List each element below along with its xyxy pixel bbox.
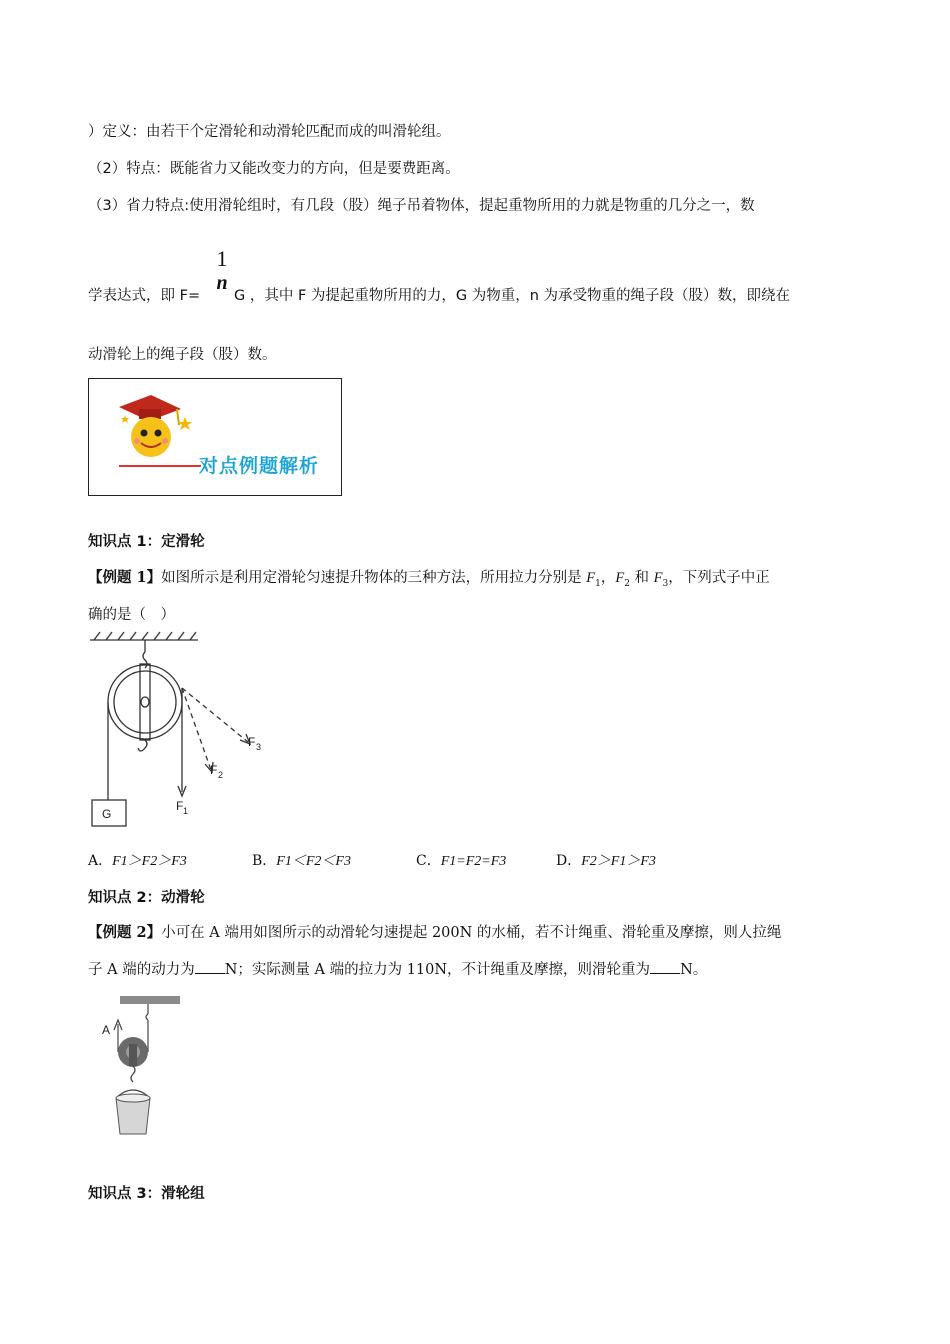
example-2-text-2b: N；实际测量 A 端的拉力为 110N，不计绳重及摩擦，则滑轮重为 — [224, 962, 651, 978]
option-d-expression: F2＞F1＞F3 — [581, 854, 656, 869]
f1-arrow-subscript: 1 — [183, 806, 189, 816]
example-banner — [88, 378, 342, 496]
option-d-label: D． — [556, 853, 582, 869]
answer-blank-2[interactable] — [650, 961, 680, 974]
example-2-text-2a: 子 A 端的动力为 — [88, 962, 195, 978]
movable-pulley-figure — [96, 990, 196, 1140]
example-2-line-1 — [88, 921, 781, 942]
definition-line: ）定义：由若干个定滑轮和动滑轮匹配而成的叫滑轮组。 — [88, 124, 451, 140]
f1-symbol: F — [586, 570, 596, 586]
f3-subscript: 3 — [662, 578, 669, 589]
example-1-text-b: ，下列式子中正 — [668, 570, 770, 586]
option-c-expression: F1=F2=F3 — [440, 854, 507, 869]
f3-arrow-label: F — [248, 735, 256, 749]
feature-line: （2）特点：既能省力又能改变力的方向，但是要费距离。 — [88, 161, 460, 177]
example-1-tag: 【例题 1】 — [88, 569, 162, 586]
f3-symbol: F — [653, 570, 663, 586]
knowledge-point-3-title: 知识点 3：滑轮组 — [88, 1186, 205, 1202]
answer-blank-1[interactable] — [195, 961, 225, 974]
banner-title: 对点例题解析 — [199, 455, 320, 477]
option-a-label: A． — [88, 853, 113, 869]
f1-subscript: 1 — [595, 578, 601, 589]
example-1-line-2: 确的是（ ） — [88, 607, 175, 623]
end-a-label: A — [102, 1023, 111, 1037]
option-a-expression: F1＞F2＞F3 — [112, 854, 187, 869]
example-2-text-1: 小可在 A 端用如图所示的动滑轮匀速提起 200N 的水桶，若不计绳重、滑轮重及摩擦，则人拉绳 — [161, 925, 782, 941]
option-b-label: B． — [252, 853, 277, 869]
knowledge-point-2-title: 知识点 2：动滑轮 — [88, 890, 205, 906]
force-saving-line-3: 动滑轮上的绳子段（股）数。 — [88, 347, 277, 363]
fraction-numerator: 1 — [216, 246, 228, 271]
example-2-line-2 — [88, 958, 707, 979]
knowledge-point-1-title: 知识点 1：定滑轮 — [88, 534, 205, 550]
separator: ， — [600, 570, 616, 586]
weight-label-g: G — [102, 807, 112, 821]
force-saving-line-1: （3）省力特点:使用滑轮组时，有几段（股）绳子吊着物体，提起重物所用的力就是物重的几分之一，数 — [88, 198, 755, 214]
f2-subscript: 2 — [624, 578, 630, 589]
option-b-expression: F1＜F2＜F3 — [276, 854, 351, 869]
f2-symbol: F — [615, 570, 625, 586]
and-text: 和 — [629, 570, 654, 586]
example-2-tag: 【例题 2】 — [88, 924, 162, 941]
option-a[interactable] — [88, 850, 187, 870]
fraction-1-over-n — [212, 248, 232, 294]
example-1-line-1 — [88, 566, 770, 589]
f2-arrow-label: F — [210, 763, 218, 777]
option-c[interactable] — [416, 850, 506, 870]
option-b[interactable] — [252, 850, 351, 870]
fixed-pulley-figure — [88, 630, 278, 830]
example-2-text-2c: N。 — [680, 962, 708, 978]
banner-rule — [119, 465, 201, 467]
f2-arrow-subscript: 2 — [218, 770, 224, 780]
option-c-label: C． — [416, 853, 441, 869]
f3-arrow-subscript: 3 — [256, 742, 262, 752]
f1-arrow-label: F — [176, 799, 184, 813]
force-saving-line-2b: G ，其中 F 为提起重物所用的力，G 为物重，n 为承受物重的绳子段（股）数，即绕在 — [234, 288, 791, 304]
option-d[interactable] — [556, 850, 656, 870]
example-1-text-a: 如图所示是利用定滑轮匀速提升物体的三种方法，所用拉力分别是 — [161, 570, 587, 586]
force-saving-line-2a: 学表达式，即 F= — [88, 288, 201, 304]
mascot-graduate-icon — [89, 379, 343, 497]
fraction-denominator: n — [216, 272, 228, 294]
